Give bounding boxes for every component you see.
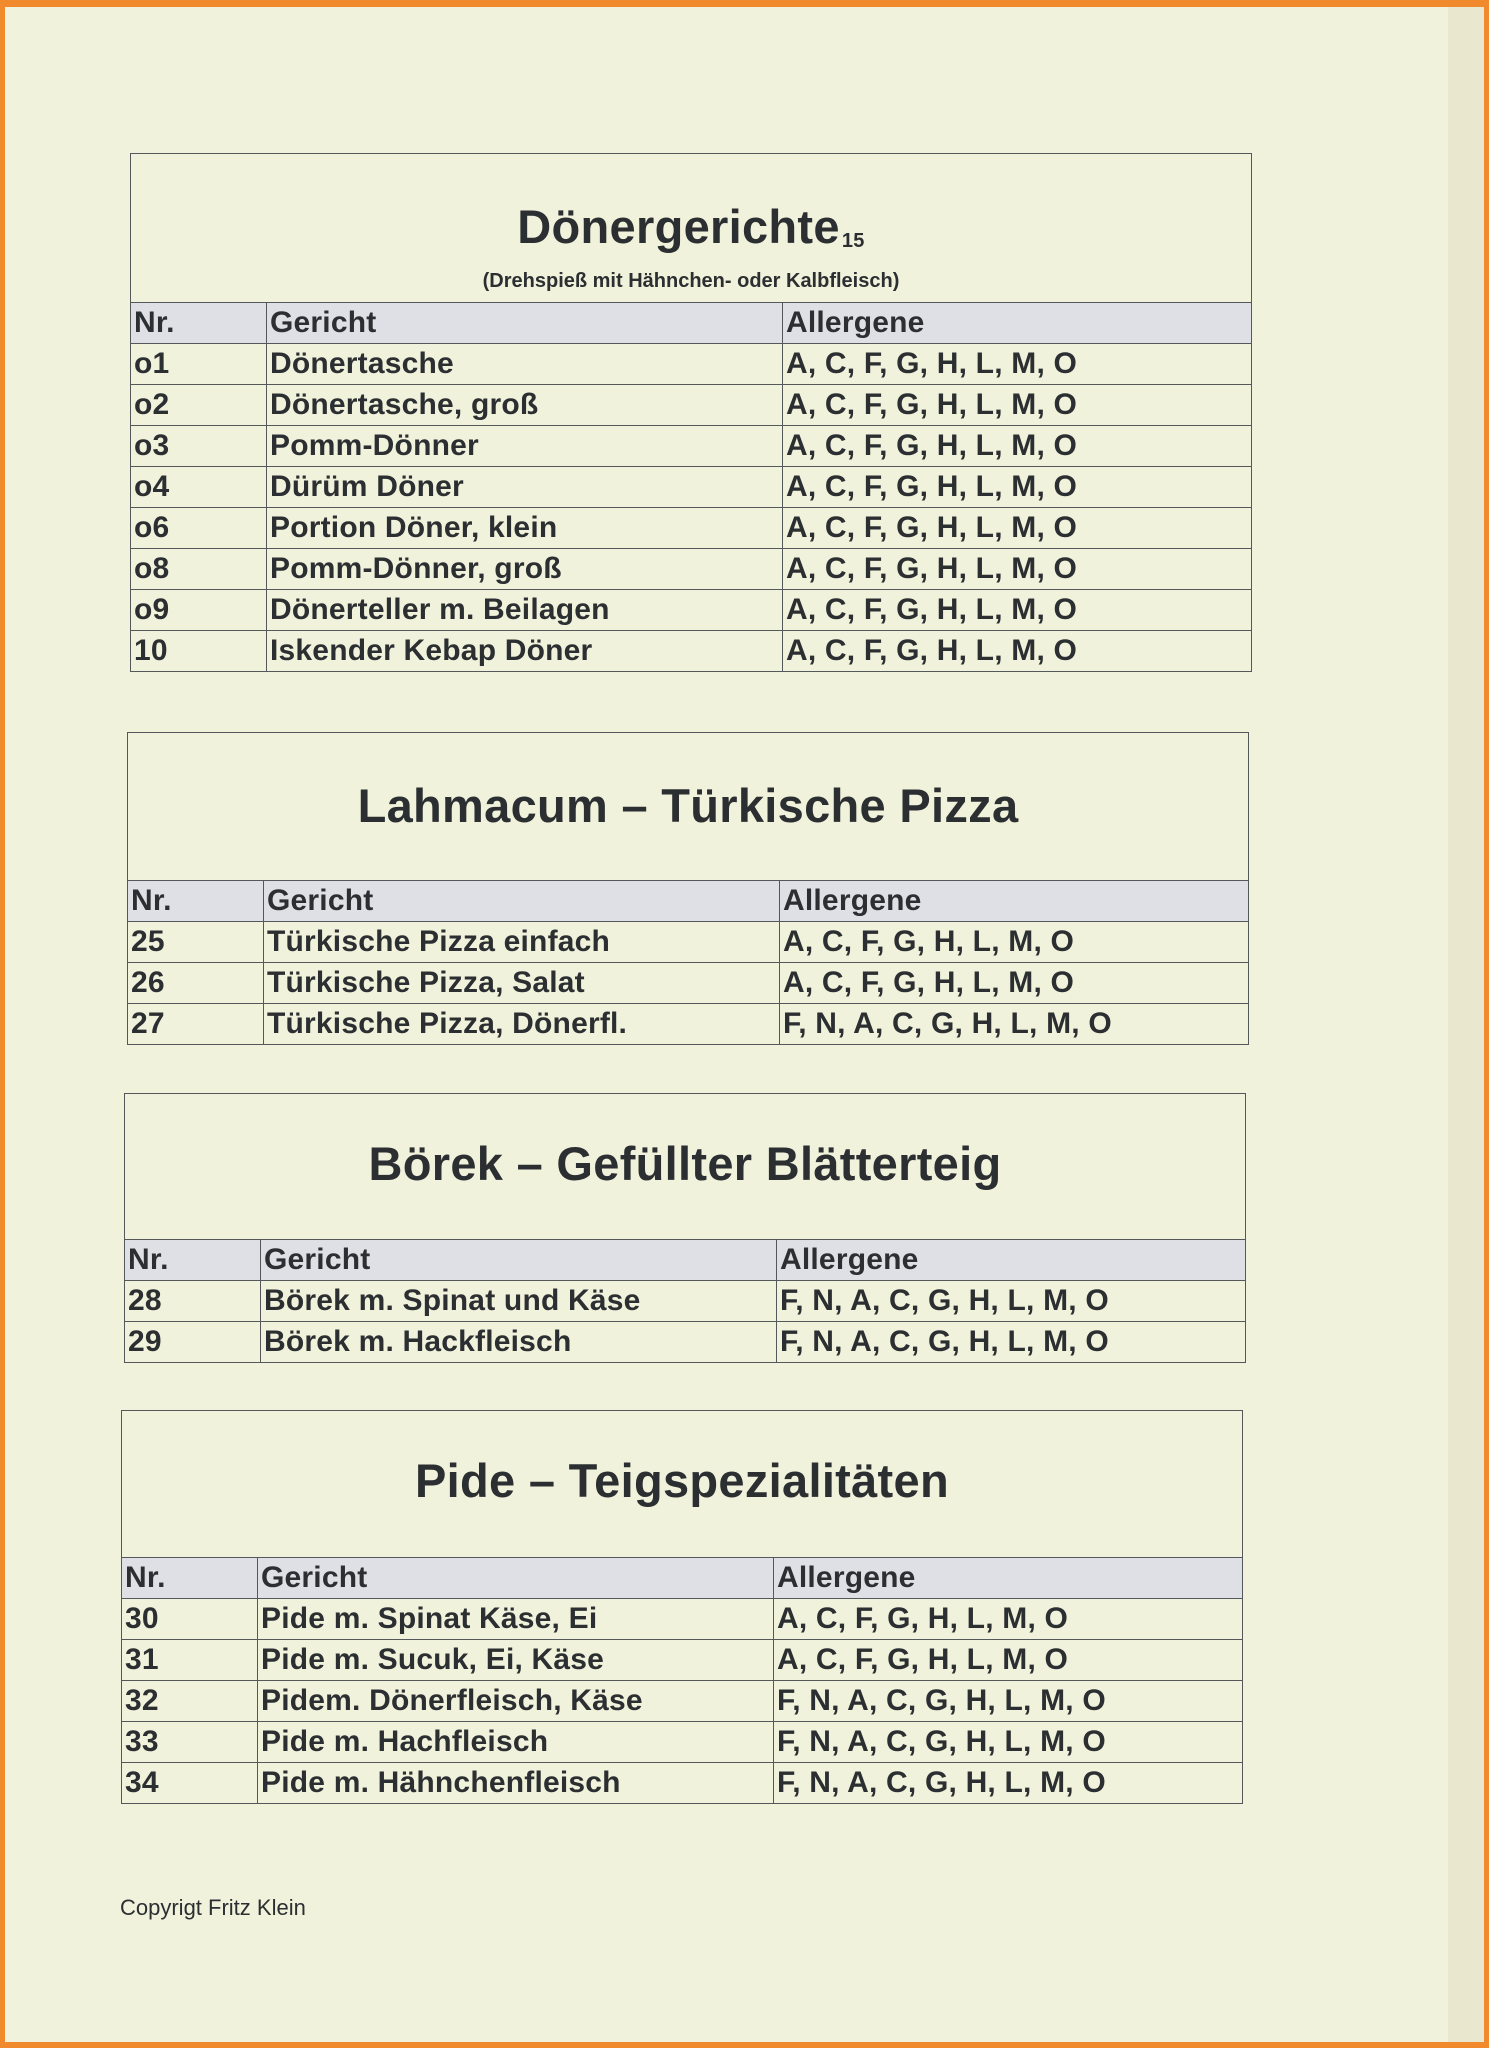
cell-gericht: Dönertasche, groß xyxy=(267,385,783,426)
cell-allergene: A, C, F, G, H, L, M, O xyxy=(783,385,1252,426)
cell-allergene: F, N, A, C, G, H, L, M, O xyxy=(774,1722,1243,1763)
section-title xyxy=(131,199,1251,254)
cell-allergene: A, C, F, G, H, L, M, O xyxy=(780,963,1249,1004)
dish-table xyxy=(122,1558,1242,1803)
section-header xyxy=(122,1411,1242,1558)
cell-gericht: Pidem. Dönerfleisch, Käse xyxy=(258,1681,774,1722)
cell-nr: 33 xyxy=(122,1722,258,1763)
cell-gericht: Pide m. Spinat Käse, Ei xyxy=(258,1599,774,1640)
cell-nr: o2 xyxy=(131,385,267,426)
cell-gericht: Börek m. Hackfleisch xyxy=(261,1322,777,1363)
copyright-footer: Copyrigt Fritz Klein xyxy=(120,1895,306,1920)
cell-allergene: A, C, F, G, H, L, M, O xyxy=(783,631,1252,672)
section-header xyxy=(128,733,1248,881)
cell-nr: o6 xyxy=(131,508,267,549)
table-header-row xyxy=(122,1558,1242,1599)
table-row xyxy=(131,385,1251,426)
section-title: Pide – Teigspezialitäten xyxy=(415,1454,949,1507)
table-row xyxy=(122,1640,1242,1681)
cell-allergene: A, C, F, G, H, L, M, O xyxy=(783,590,1252,631)
header-allergene: Allergene xyxy=(777,1240,1246,1281)
cell-nr: 27 xyxy=(128,1004,264,1045)
table-row xyxy=(131,549,1251,590)
cell-gericht: Türkische Pizza einfach xyxy=(264,922,780,963)
table-row xyxy=(125,1281,1245,1322)
cell-gericht: Pomm-Dönner xyxy=(267,426,783,467)
cell-allergene: A, C, F, G, H, L, M, O xyxy=(783,426,1252,467)
cell-gericht: Pide m. Hachfleisch xyxy=(258,1722,774,1763)
header-nr: Nr. xyxy=(131,303,267,344)
header-nr: Nr. xyxy=(125,1240,261,1281)
cell-nr: 29 xyxy=(125,1322,261,1363)
header-allergene: Allergene xyxy=(774,1558,1243,1599)
cell-nr: 28 xyxy=(125,1281,261,1322)
cell-nr: 10 xyxy=(131,631,267,672)
header-allergene: Allergene xyxy=(783,303,1252,344)
dish-table xyxy=(131,303,1251,671)
cell-nr: 26 xyxy=(128,963,264,1004)
table-row xyxy=(131,508,1251,549)
cell-allergene: F, N, A, C, G, H, L, M, O xyxy=(774,1681,1243,1722)
header-gericht: Gericht xyxy=(261,1240,777,1281)
header-nr: Nr. xyxy=(122,1558,258,1599)
cell-allergene: A, C, F, G, H, L, M, O xyxy=(783,549,1252,590)
table-row xyxy=(128,922,1248,963)
table-row xyxy=(131,467,1251,508)
cell-gericht: Pide m. Sucuk, Ei, Käse xyxy=(258,1640,774,1681)
cell-allergene: A, C, F, G, H, L, M, O xyxy=(774,1640,1243,1681)
cell-allergene: A, C, F, G, H, L, M, O xyxy=(780,922,1249,963)
table-row xyxy=(131,631,1251,672)
cell-gericht: Dönerteller m. Beilagen xyxy=(267,590,783,631)
header-gericht: Gericht xyxy=(267,303,783,344)
table-header-row xyxy=(125,1240,1245,1281)
cell-allergene: F, N, A, C, G, H, L, M, O xyxy=(777,1322,1246,1363)
cell-allergene: F, N, A, C, G, H, L, M, O xyxy=(777,1281,1246,1322)
cell-gericht: Türkische Pizza, Salat xyxy=(264,963,780,1004)
section-boerek xyxy=(124,1093,1246,1363)
cell-gericht: Iskender Kebap Döner xyxy=(267,631,783,672)
cell-nr: 34 xyxy=(122,1763,258,1804)
section-title-text: Dönergerichte xyxy=(517,200,840,253)
cell-allergene: A, C, F, G, H, L, M, O xyxy=(783,344,1252,385)
header-nr: Nr. xyxy=(128,881,264,922)
cell-gericht: Börek m. Spinat und Käse xyxy=(261,1281,777,1322)
cell-nr: o1 xyxy=(131,344,267,385)
table-row xyxy=(131,426,1251,467)
section-title-superscript: 15 xyxy=(841,230,865,252)
dish-table xyxy=(128,881,1248,1044)
cell-allergene: A, C, F, G, H, L, M, O xyxy=(783,508,1252,549)
cell-allergene: A, C, F, G, H, L, M, O xyxy=(783,467,1252,508)
dish-table xyxy=(125,1240,1245,1362)
table-row xyxy=(131,590,1251,631)
cell-gericht: Portion Döner, klein xyxy=(267,508,783,549)
cell-nr: 30 xyxy=(122,1599,258,1640)
cell-nr: o4 xyxy=(131,467,267,508)
table-row xyxy=(122,1722,1242,1763)
section-lahmacum xyxy=(127,732,1249,1045)
section-title: Lahmacum – Türkische Pizza xyxy=(357,779,1019,832)
table-row xyxy=(122,1763,1242,1804)
table-row xyxy=(128,1004,1248,1045)
table-row xyxy=(122,1599,1242,1640)
cell-gericht: Türkische Pizza, Dönerfl. xyxy=(264,1004,780,1045)
section-doenergerichte xyxy=(130,153,1252,672)
header-allergene: Allergene xyxy=(780,881,1249,922)
table-row xyxy=(122,1681,1242,1722)
cell-nr: o9 xyxy=(131,590,267,631)
cell-nr: 25 xyxy=(128,922,264,963)
cell-gericht: Pomm-Dönner, groß xyxy=(267,549,783,590)
cell-allergene: A, C, F, G, H, L, M, O xyxy=(774,1599,1243,1640)
cell-gericht: Pide m. Hähnchenfleisch xyxy=(258,1763,774,1804)
table-header-row xyxy=(128,881,1248,922)
table-row xyxy=(125,1322,1245,1363)
table-header-row xyxy=(131,303,1251,344)
cell-nr: o3 xyxy=(131,426,267,467)
section-pide xyxy=(121,1410,1243,1804)
section-subtitle: (Drehspieß mit Hähnchen- oder Kalbfleisch) xyxy=(482,270,900,292)
header-gericht: Gericht xyxy=(264,881,780,922)
table-row xyxy=(131,344,1251,385)
header-gericht: Gericht xyxy=(258,1558,774,1599)
cell-allergene: F, N, A, C, G, H, L, M, O xyxy=(780,1004,1249,1045)
cell-nr: 31 xyxy=(122,1640,258,1681)
section-header xyxy=(125,1094,1245,1240)
paper-edge xyxy=(1448,7,1484,2042)
table-row xyxy=(128,963,1248,1004)
cell-gericht: Dürüm Döner xyxy=(267,467,783,508)
cell-allergene: F, N, A, C, G, H, L, M, O xyxy=(774,1763,1243,1804)
section-header xyxy=(131,154,1251,303)
cell-nr: o8 xyxy=(131,549,267,590)
cell-gericht: Dönertasche xyxy=(267,344,783,385)
cell-nr: 32 xyxy=(122,1681,258,1722)
section-title: Börek – Gefüllter Blätterteig xyxy=(368,1137,1002,1190)
